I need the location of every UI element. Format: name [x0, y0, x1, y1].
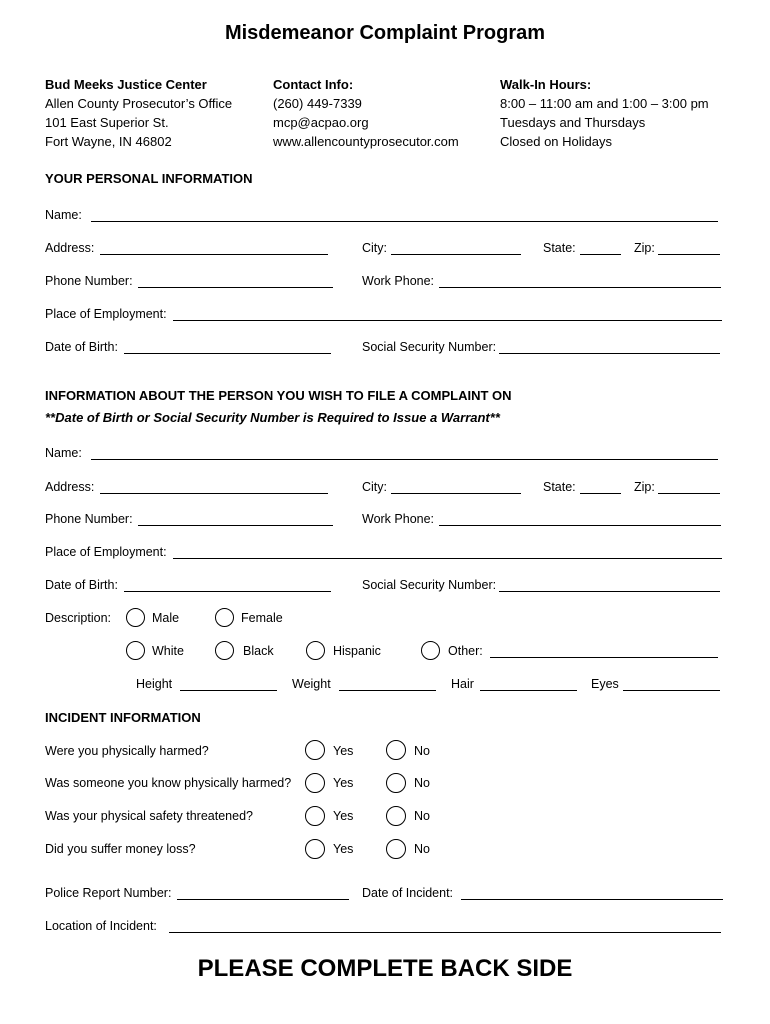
money-loss-no-radio[interactable] — [386, 839, 406, 859]
other-label: Other: — [448, 644, 483, 658]
personal-zip-field[interactable] — [658, 254, 720, 255]
personal-work-phone-field[interactable] — [439, 287, 721, 288]
hair-field[interactable] — [480, 690, 577, 691]
subject-ssn-field[interactable] — [499, 591, 720, 592]
complaint-section-heading: INFORMATION ABOUT THE PERSON YOU WISH TO FILE A COMPLAINT ON — [45, 388, 512, 403]
harmed-no-radio[interactable] — [386, 740, 406, 760]
weight-label: Weight — [292, 677, 331, 691]
complete-back-side-notice: PLEASE COMPLETE BACK SIDE — [197, 955, 573, 982]
male-radio[interactable] — [126, 608, 145, 627]
personal-ssn-field[interactable] — [499, 353, 720, 354]
personal-work-phone-label: Work Phone: — [362, 274, 435, 288]
threatened-yes-radio[interactable] — [305, 806, 325, 826]
hours-heading: Walk-In Hours: — [500, 77, 592, 92]
personal-employment-label: Place of Employment: — [45, 307, 167, 321]
subject-employment-label: Place of Employment: — [45, 545, 167, 559]
money-loss-yes-radio[interactable] — [305, 839, 325, 859]
incident-location-label: Location of Incident: — [45, 919, 157, 933]
threatened-no-label: No — [414, 809, 430, 823]
subject-state-field[interactable] — [580, 493, 621, 494]
eyes-field[interactable] — [623, 690, 720, 691]
money-loss-yes-label: Yes — [333, 842, 354, 856]
hours-times: 8:00 – 11:00 am and 1:00 – 3:00 pm — [500, 96, 709, 111]
subject-work-phone-label: Work Phone: — [362, 512, 435, 526]
personal-phone-label: Phone Number: — [45, 274, 133, 288]
personal-city-field[interactable] — [391, 254, 521, 255]
question-safety-threatened: Was your physical safety threatened? — [45, 809, 253, 823]
office-agency: Allen County Prosecutor’s Office — [45, 96, 233, 111]
subject-zip-label: Zip: — [634, 480, 655, 494]
police-report-label: Police Report Number: — [45, 886, 172, 900]
subject-address-label: Address: — [45, 480, 95, 494]
other-radio[interactable] — [421, 641, 440, 660]
personal-address-field[interactable] — [100, 254, 328, 255]
header-office-block — [45, 75, 232, 151]
other-field[interactable] — [490, 657, 718, 658]
white-label: White — [152, 644, 184, 658]
subject-zip-field[interactable] — [658, 493, 720, 494]
form-title: Misdemeanor Complaint Program — [224, 22, 546, 44]
contact-heading: Contact Info: — [273, 77, 354, 92]
header-hours-block — [500, 75, 709, 151]
hispanic-label: Hispanic — [333, 644, 381, 658]
subject-phone-label: Phone Number: — [45, 512, 133, 526]
subject-name-field[interactable] — [91, 459, 718, 460]
warrant-requirement-note: **Date of Birth or Social Security Number is Required to Issue a Warrant** — [45, 410, 500, 425]
harmed-yes-label: Yes — [333, 744, 354, 758]
hispanic-radio[interactable] — [306, 641, 325, 660]
subject-dob-field[interactable] — [124, 591, 331, 592]
personal-dob-label: Date of Birth: — [45, 340, 118, 354]
black-radio[interactable] — [215, 641, 234, 660]
female-label: Female — [241, 611, 283, 625]
height-field[interactable] — [180, 690, 277, 691]
someone-harmed-no-label: No — [414, 776, 430, 790]
personal-address-label: Address: — [45, 241, 95, 255]
personal-ssn-label: Social Security Number: — [362, 340, 497, 354]
subject-state-label: State: — [543, 480, 576, 494]
incident-location-field[interactable] — [169, 932, 721, 933]
hours-days: Tuesdays and Thursdays — [500, 115, 646, 130]
personal-name-field[interactable] — [91, 221, 718, 222]
personal-phone-field[interactable] — [138, 287, 333, 288]
personal-city-label: City: — [362, 241, 387, 255]
weight-field[interactable] — [339, 690, 436, 691]
female-radio[interactable] — [215, 608, 234, 627]
contact-website: www.allencountyprosecutor.com — [273, 134, 459, 149]
subject-ssn-label: Social Security Number: — [362, 578, 497, 592]
personal-name-label: Name: — [45, 208, 82, 222]
question-physically-harmed: Were you physically harmed? — [45, 744, 209, 758]
subject-phone-field[interactable] — [138, 525, 333, 526]
personal-employment-field[interactable] — [173, 320, 722, 321]
threatened-yes-label: Yes — [333, 809, 354, 823]
office-city: Fort Wayne, IN 46802 — [45, 134, 172, 149]
office-name: Bud Meeks Justice Center — [45, 77, 207, 92]
contact-phone: (260) 449-7339 — [273, 96, 362, 111]
money-loss-no-label: No — [414, 842, 430, 856]
question-money-loss: Did you suffer money loss? — [45, 842, 196, 856]
subject-work-phone-field[interactable] — [439, 525, 721, 526]
height-label: Height — [136, 677, 173, 691]
question-someone-harmed: Was someone you know physically harmed? — [45, 776, 292, 790]
subject-dob-label: Date of Birth: — [45, 578, 118, 592]
subject-employment-field[interactable] — [173, 558, 722, 559]
subject-name-label: Name: — [45, 446, 82, 460]
black-label: Black — [243, 644, 274, 658]
incident-date-field[interactable] — [461, 899, 723, 900]
personal-state-label: State: — [543, 241, 576, 255]
incident-date-label: Date of Incident: — [362, 886, 454, 900]
personal-zip-label: Zip: — [634, 241, 655, 255]
incident-section-heading: INCIDENT INFORMATION — [45, 710, 201, 725]
harmed-yes-radio[interactable] — [305, 740, 325, 760]
someone-harmed-no-radio[interactable] — [386, 773, 406, 793]
male-label: Male — [152, 611, 180, 625]
someone-harmed-yes-label: Yes — [333, 776, 354, 790]
subject-city-label: City: — [362, 480, 387, 494]
description-label: Description: — [45, 611, 111, 625]
contact-email: mcp@acpao.org — [273, 115, 369, 130]
eyes-label: Eyes — [591, 677, 619, 691]
white-radio[interactable] — [126, 641, 145, 660]
harmed-no-label: No — [414, 744, 430, 758]
header-contact-block — [273, 75, 459, 151]
subject-address-field[interactable] — [100, 493, 328, 494]
office-street: 101 East Superior St. — [45, 115, 169, 130]
subject-city-field[interactable] — [391, 493, 521, 494]
hair-label: Hair — [451, 677, 474, 691]
personal-section-heading: YOUR PERSONAL INFORMATION — [45, 171, 253, 186]
someone-harmed-yes-radio[interactable] — [305, 773, 325, 793]
police-report-field[interactable] — [177, 899, 349, 900]
threatened-no-radio[interactable] — [386, 806, 406, 826]
personal-dob-field[interactable] — [124, 353, 331, 354]
personal-state-field[interactable] — [580, 254, 621, 255]
hours-holidays: Closed on Holidays — [500, 134, 613, 149]
